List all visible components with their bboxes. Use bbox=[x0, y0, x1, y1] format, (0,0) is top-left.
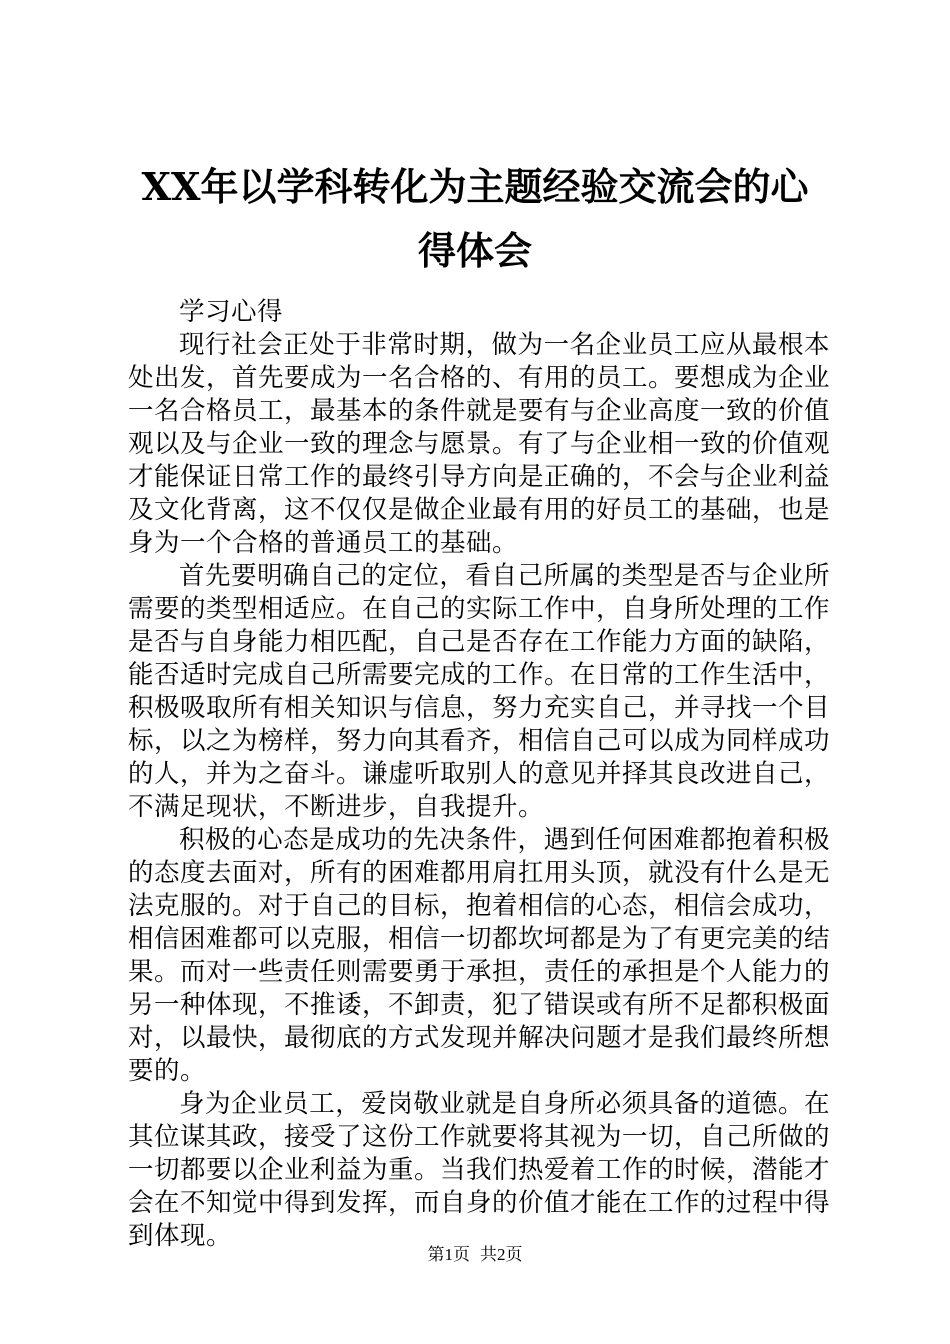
document-body bbox=[128, 296, 830, 1253]
page-total: 共2页 bbox=[480, 1245, 523, 1264]
paragraph-4: 身为企业员工，爱岗敬业就是自身所必须具备的道德。在其位谋其政，接受了这份工作就要将其视为一切，自己所做的一切都要以企业利益为重。当我们热爱着工作的时候，潜能才会在不知觉中得到发挥，而自身的价值才能在工作的过程中得到体现。 bbox=[128, 1089, 831, 1251]
paragraph-3: 积极的心态是成功的先决条件，遇到任何困难都抱着积极的态度去面对，所有的困难都用肩扛用头顶，就没有什么是无法克服的。对于自己的目标，抱着相信的心态，相信会成功，相信困难都可以克服，相信一切都坎坷都是为了有更完美的结果。而对一些责任则需要勇于承担，责任的承担是个人能力的另一种体现，不推诿，不卸责，犯了错误或有所不足都积极面对，以最快，最彻底的方式发现并解决问题才是我们最终所想要的。 bbox=[128, 825, 831, 1086]
subtitle: 学习心得 bbox=[179, 297, 284, 327]
page-number: 第1页 bbox=[427, 1245, 470, 1264]
paragraph-2: 首先要明确自己的定位，看自己所属的类型是否与企业所需要的类型相适应。在自己的实际工作中，自身所处理的工作是否与自身能力相匹配，自己是否存在工作能力方面的缺陷，能否适时完成自己所需要完成的工作。在日常的工作生活中，积极吸取所有相关知识与信息，努力充实自己，并寻找一个目标，以之为榜样，努力向其看齐，相信自己可以成为同样成功的人，并为之奋斗。谦虚听取别人的意见并择其良改进自己，不满足现状，不断进步，自我提升。 bbox=[128, 561, 831, 822]
paragraph-1: 现行社会正处于非常时期，做为一名企业员工应从最根本处出发，首先要成为一名合格的、有用的员工。要想成为企业一名合格员工，最基本的条件就是要有与企业高度一致的价值观以及与企业一致的理念与愿景。有了与企业相一致的价值观才能保证日常工作的最终引导方向是正确的，不会与企业利益及文化背离，这不仅仅是做企业最有用的好员工的基础，也是身为一个合格的普通员工的基础。 bbox=[128, 330, 831, 558]
page-footer bbox=[0, 1244, 950, 1266]
document-title: XX年以学科转化为主题经验交流会的心得体会 bbox=[141, 164, 809, 273]
